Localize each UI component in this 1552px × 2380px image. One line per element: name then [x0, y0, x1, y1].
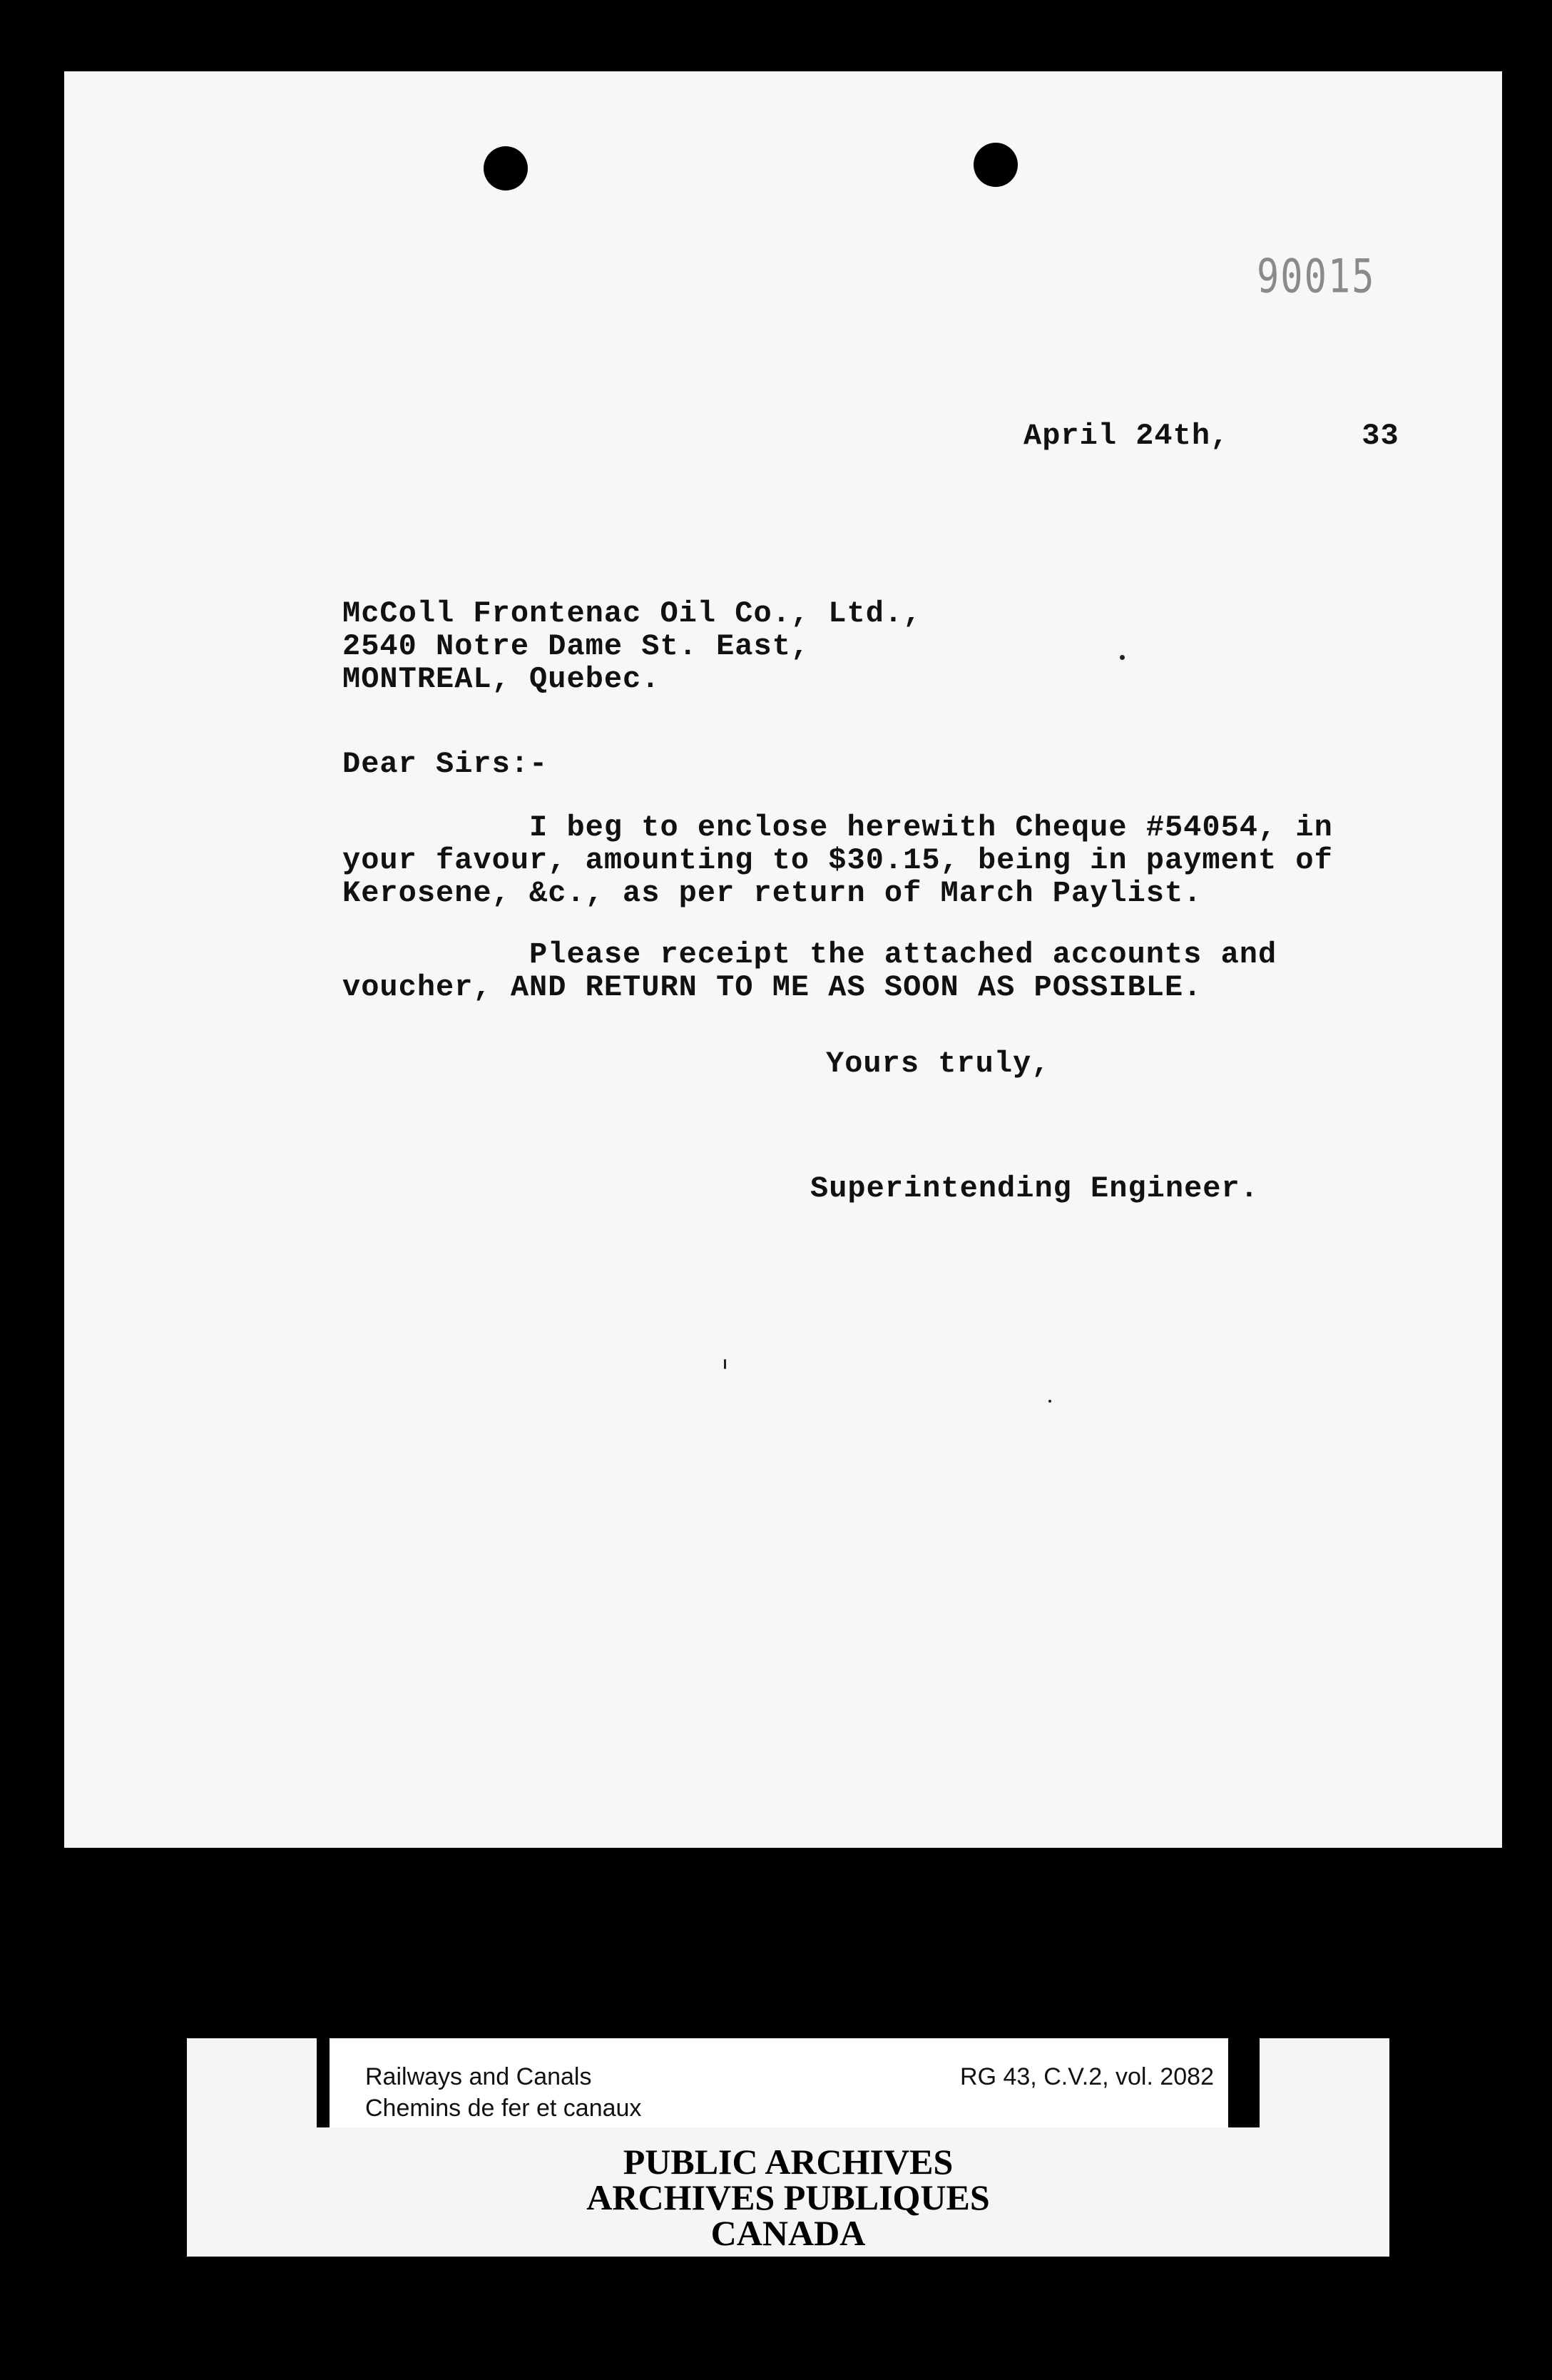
address-line: MONTREAL, Quebec.: [342, 662, 660, 696]
department-french: Chemins de fer et canaux: [365, 2095, 642, 2122]
punch-hole: [974, 143, 1018, 187]
address-line: 2540 Notre Dame St. East,: [342, 629, 810, 663]
archive-title-english: PUBLIC ARCHIVES: [623, 2142, 954, 2182]
date-text: April 24th,: [1023, 419, 1230, 453]
body-line: Please receipt the attached accounts and: [342, 937, 1277, 972]
file-number-stamp: 90015: [1257, 250, 1376, 304]
body-line: I beg to enclose herewith Cheque #54054, in: [342, 810, 1333, 845]
archive-country: CANADA: [710, 2213, 866, 2253]
body-line: voucher, AND RETURN TO ME AS SOON AS POSSIBLE.: [342, 970, 1203, 1005]
date-year: 33: [1362, 419, 1399, 453]
department-english: Railways and Canals: [365, 2063, 592, 2090]
body-line: your favour, amounting to $30.15, being in payment of: [342, 843, 1333, 878]
reference-label: [330, 2038, 1228, 2127]
department-names: [365, 2061, 641, 2124]
address-line: McColl Frontenac Oil Co., Ltd.,: [342, 596, 922, 631]
archive-title: [187, 2144, 1389, 2251]
closing: Yours truly,: [826, 1047, 1051, 1081]
ink-speck: [1120, 655, 1125, 660]
recipient-address: [342, 597, 922, 696]
reference-bar: [317, 2038, 1260, 2127]
ink-speck: [1048, 1400, 1051, 1403]
letter-sheet: [64, 71, 1502, 1848]
salutation: Dear Sirs:-: [342, 747, 548, 781]
letter-date: [1023, 419, 1399, 452]
signature-title: Superintending Engineer.: [810, 1171, 1259, 1206]
archive-title-french: ARCHIVES PUBLIQUES: [586, 2177, 990, 2217]
archive-label: [187, 2038, 1389, 2257]
ink-speck: [724, 1359, 726, 1369]
archive-reference: RG 43, C.V.2, vol. 2082: [960, 2063, 1214, 2090]
body-line: Kerosene, &c., as per return of March Paylist.: [342, 876, 1203, 910]
punch-hole: [484, 146, 528, 190]
body-paragraph-1: [342, 811, 1333, 910]
body-paragraph-2: [342, 938, 1277, 1004]
